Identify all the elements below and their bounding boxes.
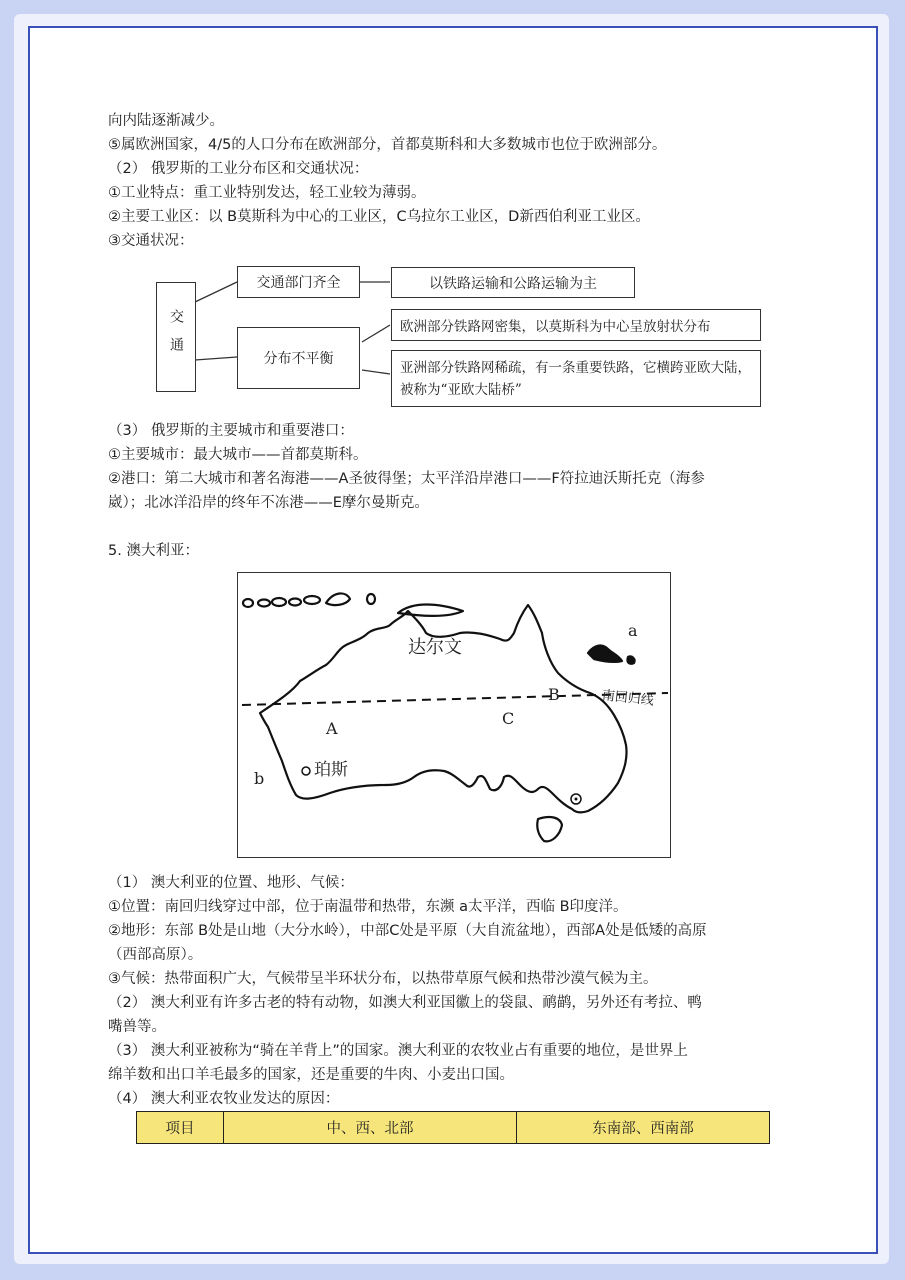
text-line: ①主要城市：最大城市——首都莫斯科。: [108, 447, 368, 463]
diagram-branch2-detail2-box: [391, 350, 761, 407]
section-heading: （3） 俄罗斯的主要城市和重要港口：: [108, 423, 354, 439]
australia-map-drawing: [238, 573, 671, 858]
diagram-branch1-label: 交通部门齐全: [256, 275, 341, 291]
diagram-branch2-box: [237, 327, 360, 389]
map-label-perth: 珀斯: [314, 760, 348, 780]
text-line: （2） 澳大利亚有许多古老的特有动物，如澳大利亚国徽上的袋鼠、鸸鹋，另外还有考拉、鸭: [108, 995, 702, 1011]
diagram-branch2-detail1: 欧洲部分铁路网密集，以莫斯科为中心呈放射状分布: [400, 319, 711, 335]
map-label-b: b: [254, 769, 265, 788]
diagram-branch2-label: 分布不平衡: [263, 351, 334, 367]
text-line: （西部高原）。: [108, 947, 203, 963]
text-line: 崴）；北冰洋沿岸的终年不冻港——E摩尔曼斯克。: [108, 495, 429, 511]
table-header-cell: 项目: [137, 1112, 224, 1144]
text-line: （3） 澳大利亚被称为“骑在羊背上”的国家。澳大利亚的农牧业占有重要的地位，是世界上: [108, 1043, 688, 1059]
diagram-root-label: 交通: [168, 309, 184, 365]
text-line: 嘴兽等。: [108, 1019, 166, 1035]
table-header-cell: 中、西、北部: [224, 1112, 517, 1144]
agriculture-table: [136, 1111, 770, 1144]
section-heading: 5. 澳大利亚：: [108, 543, 199, 559]
australia-map: [237, 572, 671, 858]
table-header-row: [137, 1112, 770, 1144]
map-label-tropic: 南回归线: [601, 688, 655, 709]
diagram-branch2-detail1-box: [391, 309, 761, 341]
section-heading: （1） 澳大利亚的位置、地形、气候：: [108, 875, 354, 891]
section-heading: （4） 澳大利亚农牧业发达的原因：: [108, 1091, 340, 1107]
text-line: ②主要工业区：以 B莫斯科为中心的工业区，C乌拉尔工业区，D新西伯利亚工业区。: [108, 209, 650, 225]
diagram-branch2-detail2: 亚洲部分铁路网稀疏，有一条重要铁路，它横跨亚欧大陆，被称为“亚欧大陆桥”: [400, 359, 751, 398]
diagram-branch1-detail-box: [391, 267, 635, 298]
diagram-branch1-box: [237, 266, 360, 298]
text-line: ③交通状况：: [108, 233, 194, 249]
text-line: ②港口：第二大城市和著名海港——A圣彼得堡；太平洋沿岸港口——F符拉迪沃斯托克（海参: [108, 471, 705, 487]
diagram-branch1-detail: 以铁路运输和公路运输为主: [429, 275, 597, 292]
section-heading: （2） 俄罗斯的工业分布区和交通状况：: [108, 161, 369, 177]
diagram-root-box: [156, 282, 196, 392]
text-line: ③气候：热带面积广大，气候带呈半环状分布，以热带草原气候和热带沙漠气候为主。: [108, 971, 658, 987]
text-line: ①工业特点：重工业特别发达，轻工业较为薄弱。: [108, 185, 426, 201]
map-label-a: a: [628, 621, 638, 640]
text-line: ②地形：东部 B处是山地（大分水岭），中部C处是平原（大自流盆地），西部A处是低矮的高原: [108, 923, 707, 939]
map-label-B: B: [548, 685, 560, 704]
text-line: ⑤属欧洲国家，4/5的人口分布在欧洲部分，首都莫斯科和大多数城市也位于欧洲部分。: [108, 137, 667, 153]
text-line: 绵羊数和出口羊毛最多的国家，还是重要的牛肉、小麦出口国。: [108, 1067, 514, 1083]
text-line: 向内陆逐渐减少。: [108, 113, 224, 129]
map-label-A: A: [326, 719, 338, 738]
text-line: ①位置：南回归线穿过中部，位于南温带和热带，东濒 a太平洋，西临 B印度洋。: [108, 899, 628, 915]
map-label-darwin: 达尔文: [408, 637, 462, 658]
table-header-cell: 东南部、西南部: [517, 1112, 770, 1144]
map-label-C: C: [502, 709, 515, 728]
